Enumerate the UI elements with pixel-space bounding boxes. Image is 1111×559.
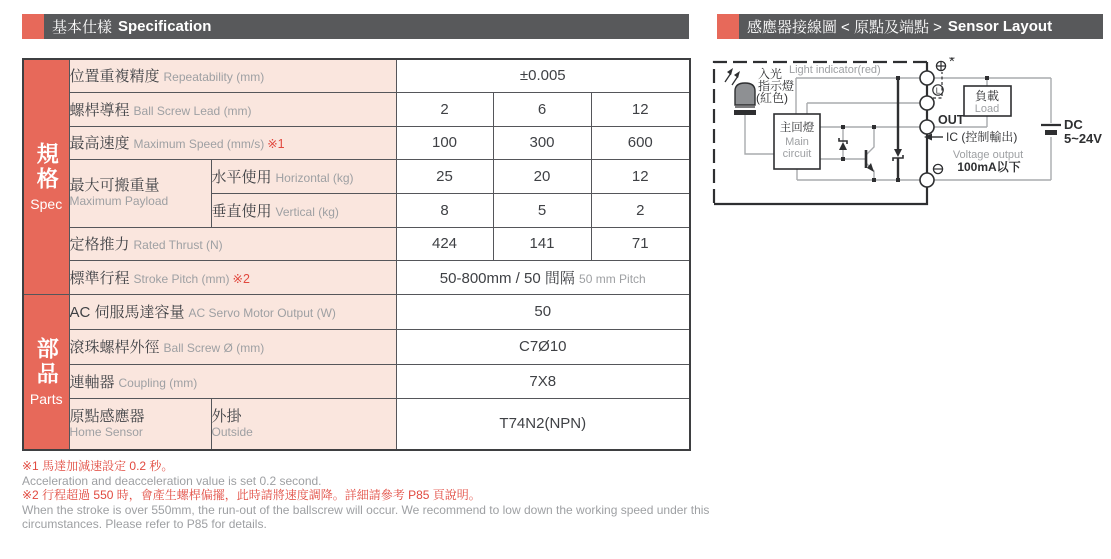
sidebar-spec (23, 59, 69, 294)
row-stroke-label: 標準行程 Stroke Pitch (mm) ※2 (69, 260, 396, 294)
lead-value-1: 2 (396, 92, 493, 126)
svg-text:L: L (935, 86, 941, 96)
vertical-value-1: 8 (396, 193, 493, 227)
svg-text:Load: Load (974, 103, 1000, 115)
sensor-header-mid: < 原點及端點 > (841, 19, 942, 36)
servo-value: 50 (396, 294, 690, 329)
specification-table (22, 58, 691, 451)
footnotes (22, 459, 712, 532)
row-home-sensor-label: 原點感應器 Home Sensor (69, 398, 211, 450)
repeatability-value: ±0.005 (396, 59, 690, 92)
load-box (964, 86, 1011, 116)
sidebar-spec-en: Spec (30, 195, 63, 212)
sidebar-parts (23, 294, 69, 450)
lead-value-3: 12 (591, 92, 690, 126)
current-limit-label: 100mA以下 (957, 160, 1021, 174)
dc-voltage-label: 5~24V (1064, 131, 1102, 146)
red-label: (紅色) (756, 91, 788, 105)
led-indicator-icon (725, 68, 756, 115)
footnote-2-zh: ※2 行程超過 550 時，會產生螺桿偏擺，此時請將速度調降。詳細請參考 P85 頁說明。 (22, 488, 481, 502)
sidebar-parts-zh: 部品 (34, 336, 60, 387)
thrust-value-1: 424 (396, 227, 493, 260)
sensor-wiring-diagram (711, 57, 1111, 215)
row-speed-label: 最高速度 Maximum Speed (mm/s) ※1 (69, 126, 396, 159)
sidebar-spec-zh: 規格 (34, 141, 60, 192)
thrust-value-2: 141 (493, 227, 591, 260)
row-ballscrew-label: 滾珠螺桿外徑 Ball Screw Ø (mm) (69, 329, 396, 364)
svg-text:Main: Main (785, 136, 809, 148)
dc-label: DC (1064, 117, 1083, 132)
sensor-header-en: Sensor Layout (947, 18, 1053, 35)
voltage-output-label: Voltage output (952, 149, 1024, 161)
svg-text:主回燈: 主回燈 (779, 122, 815, 134)
asterisk: * (949, 57, 955, 70)
indicator-label: 指示燈 (758, 79, 795, 93)
row-coupling-label: 連軸器 Coupling (mm) (69, 364, 396, 398)
svg-text:circuit: circuit (782, 148, 812, 160)
sensor-header-zh: 感應器接線圖 (747, 19, 838, 36)
spec-section-header (22, 14, 689, 39)
ic-label: IC (控制輸出) (946, 130, 1018, 144)
sidebar-parts-en: Parts (29, 390, 63, 407)
accent-square-icon (22, 14, 44, 39)
footnote-1-zh: ※1 馬達加減速設定 0.2 秒。 (22, 459, 174, 473)
row-repeatability-label: 位置重複精度 Repeatability (mm) (69, 59, 396, 92)
row-horizontal-label: 水平使用 Horizontal (kg) (211, 159, 396, 193)
out-terminal-label: OUT (938, 113, 965, 127)
sensor-layout-header (717, 14, 1103, 39)
in-light-label: 入光 (758, 67, 783, 81)
row-servo-label: AC 伺服馬達容量 AC Servo Motor Output (W) (69, 294, 396, 329)
row-thrust-label: 定格推力 Rated Thrust (N) (69, 227, 396, 260)
npn-transistor (866, 150, 874, 172)
coupling-value: 7X8 (396, 364, 690, 398)
lead-value-2: 6 (493, 92, 591, 126)
speed-value-1: 100 (396, 126, 493, 159)
row-payload-label: 最大可搬重量 Maximum Payload (69, 159, 211, 227)
footnote-2-en: When the stroke is over 550mm, the run-out of the ballscrew will occur. We recommend to low down the working speed under this circumstances. Please refer to P85 for details. (22, 502, 710, 531)
speed-value-2: 300 (493, 126, 591, 159)
thrust-value-3: 71 (591, 227, 690, 260)
dc-source-icon (1041, 125, 1061, 135)
horizontal-value-1: 25 (396, 159, 493, 193)
ballscrew-value: C7Ø10 (396, 329, 690, 364)
spec-header-zh: 基本仕樣 (52, 19, 113, 36)
accent-square-icon (717, 14, 739, 39)
row-vertical-label: 垂直使用 Vertical (kg) (211, 193, 396, 227)
home-sensor-type-label: 外掛 Outside (211, 398, 396, 450)
plus-terminal-icon (936, 61, 945, 70)
main-circuit-box (774, 114, 820, 169)
stroke-value: 50-800mm / 50 間隔 50 mm Pitch (396, 260, 690, 294)
row-lead-label: 螺桿導程 Ball Screw Lead (mm) (69, 92, 396, 126)
vertical-value-2: 5 (493, 193, 591, 227)
zener-diode-output (893, 78, 903, 180)
minus-terminal-icon (933, 164, 942, 173)
svg-text:負載: 負載 (974, 89, 1000, 103)
vertical-value-3: 2 (591, 193, 690, 227)
home-sensor-value: T74N2(NPN) (396, 398, 690, 450)
spec-header-en: Specification (118, 18, 212, 35)
horizontal-value-3: 12 (591, 159, 690, 193)
speed-value-3: 600 (591, 126, 690, 159)
footnote-1-en: Acceleration and deacceleration value is set 0.2 second. (22, 473, 322, 488)
horizontal-value-2: 20 (493, 159, 591, 193)
light-indicator-label: Light indicator(red) (789, 64, 881, 76)
